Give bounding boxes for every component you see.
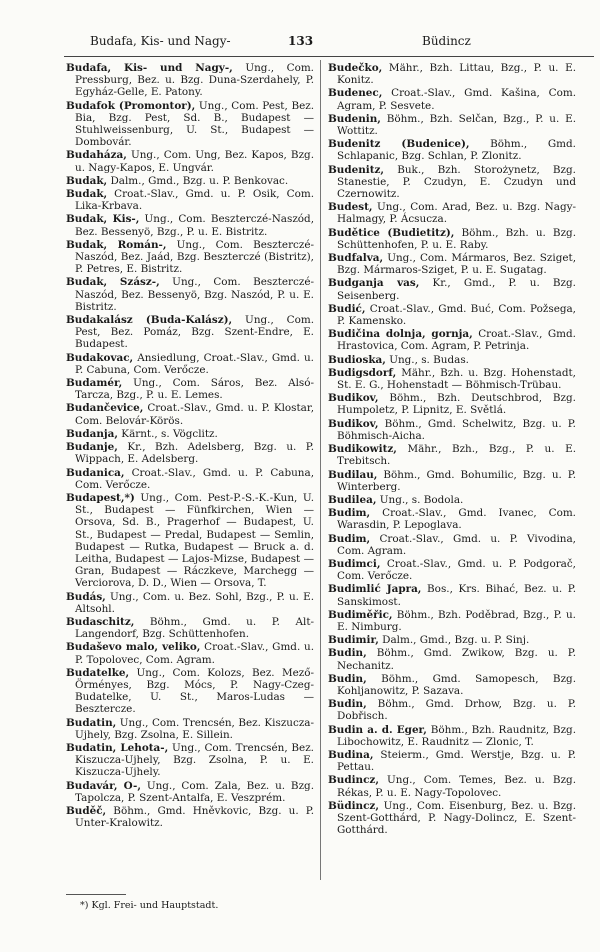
right-column (328, 62, 576, 837)
directory-entry (328, 138, 576, 162)
directory-entry (328, 443, 576, 467)
entry-headword: Budatin, (66, 716, 117, 729)
entry-headword: Budikov, (328, 417, 379, 430)
directory-entry (328, 583, 576, 607)
entry-headword: Budikov, (328, 392, 379, 405)
entry-headword: Budganja vas, (328, 277, 420, 290)
entry-headword: Budakalász (Buda-Kalász), (66, 314, 233, 327)
entry-details: Ung., Com. Zala, Bez. u. Bzg. Tapolcza, P. Szent-Antalfa, E. Veszprém. (75, 779, 314, 804)
entry-details: Steierm., Gmd. Werstje, Bzg. u. P. Pettau. (337, 748, 576, 774)
entry-headword: Budak, Kis-, (66, 213, 140, 226)
entry-details: Mähr., Bzh. u. Bzg. Hohenstadt, St. E. G., Hohenstadt — Böhmisch-Trübau. (337, 366, 576, 392)
entry-details: Ung., Com. Beszterczé-Naszód, Bez. Bessenyö, Bzg., P. u. E. Bistritz. (75, 213, 314, 238)
entry-details: Mähr., Bzh., Bzg., P. u. E. Trebitsch. (337, 443, 576, 468)
entry-headword: Budić, (328, 302, 366, 315)
entry-headword: Budikowitz, (328, 443, 397, 456)
entry-details: Ung., Com. Pressburg, Bez. u. Bzg. Duna-Szerdahely, P. Egyház-Gelle, E. Patony. (75, 62, 314, 99)
entry-details: Croat.-Slav., Gmd. Hrastovica, Com. Agram, P. Petrinja. (337, 328, 576, 353)
entry-details: Ung., Com. Ung, Bez. Kapos, Bzg. u. Nagy-Kapos, E. Ungvár. (75, 149, 314, 174)
directory-entry (66, 441, 314, 465)
entry-details: Buk., Bzh. Storożynetz, Bzg. Stanestie, P. Czudyn, E. Czudyn und Czernowitz. (337, 163, 576, 201)
running-header (70, 34, 570, 52)
directory-entry (328, 533, 576, 557)
entry-details: Böhm., Gmd. Bohumilic, Bzg. u. P. Winterberg. (337, 468, 576, 493)
entry-headword: Budatin, Lehota-, (66, 741, 169, 754)
entry-headword: Budak, (66, 174, 108, 187)
left-column (66, 62, 314, 830)
entry-headword: Budenec, (328, 87, 383, 100)
entry-details: Ung., Com. Arad, Bez. u. Bzg. Nagy-Halmagy, P. Ácsucza. (337, 201, 576, 226)
entry-headword: Budfalva, (328, 252, 384, 265)
entry-details: Croat.-Slav., Gmd. u. P. Podgorač, Com. Verőcze. (337, 557, 576, 583)
directory-entry (66, 149, 314, 173)
directory-entry (328, 62, 576, 86)
entry-headword: Budanica, (66, 466, 125, 479)
entry-headword: Budás, (66, 590, 106, 603)
entry-headword: Budenitz (Budenice), (328, 138, 470, 151)
directory-entry (66, 492, 314, 590)
entry-headword: Budaháza, (66, 149, 127, 162)
entry-headword: Budatelke, (66, 666, 130, 679)
directory-entry (66, 616, 314, 640)
entry-headword: Budimci, (328, 557, 381, 570)
entry-details: Bos., Krs. Bihać, Bez. u. P. Sanskimost. (337, 583, 576, 608)
entry-headword: Budiměřic, (328, 608, 393, 621)
entry-details: Böhm., Gmd. Hněvkovic, Bzg. u. P. Unter-Kralowitz. (75, 804, 314, 830)
entry-headword: Büdincz, (328, 799, 379, 812)
directory-entry (66, 742, 314, 779)
entry-details: Kr., Gmd., P. u. Bzg. Seisenberg. (337, 277, 576, 302)
directory-entry (328, 277, 576, 301)
directory-entry (328, 164, 576, 201)
directory-entry (66, 239, 314, 276)
entry-details: Böhm., Bzh. Raudnitz, Bzg. Libochowitz, E. Raudnitz — Zlonic, T. (337, 723, 576, 748)
entry-headword: Budincz, (328, 774, 379, 787)
directory-entry (328, 367, 576, 391)
entry-details: Ung., Com. Eisenburg, Bez. u. Bzg. Szent-Gotthárd, P. Nagy-Dolincz, E. Szent-Gotthárd. (337, 799, 576, 837)
entry-headword: Budečko, (328, 62, 383, 74)
entry-details: Ung., Com. Mármaros, Bez. Sziget, Bzg. Mármaros-Sziget, P. u. E. Sugatag. (337, 252, 576, 277)
entry-details: Mähr., Bzh. Littau, Bzg., P. u. E. Konitz. (337, 62, 576, 87)
directory-entry (328, 724, 576, 748)
entry-headword: Budenitz, (328, 163, 385, 176)
directory-entry (66, 428, 314, 440)
directory-entry (328, 609, 576, 633)
entry-headword: Budak, Román-, (66, 238, 167, 251)
entry-details: Böhm., Gmd. Samopesch, Bzg. Kohljanowitz, P. Sazava. (337, 672, 576, 697)
directory-entry (66, 805, 314, 829)
directory-entry (328, 494, 576, 506)
entry-headword: Budim, (328, 507, 371, 520)
entry-headword: Budičina dolnja, gornja, (328, 328, 473, 341)
entry-headword: Budilea, (328, 493, 377, 506)
entry-details: Croat.-Slav., Gmd. u. P. Cabuna, Com. Verőcze. (75, 466, 314, 491)
directory-entry (66, 213, 314, 237)
directory-entry (66, 377, 314, 401)
entry-details: Ung., s. Budas. (385, 353, 469, 366)
entry-details: Ung., Com. Sáros, Bez. Alsó-Tarcza, Bzg., P. u. E. Lemes. (75, 377, 314, 402)
entry-headword: Budin, (328, 647, 367, 660)
directory-entry (66, 667, 314, 716)
entry-details: Croat.-Slav., Gmd. u. P. Vivodina, Com. Agram. (337, 532, 576, 557)
directory-entry (328, 87, 576, 111)
entry-details: Ung., Com. u. Bez. Sohl, Bzg., P. u. E. Altsohl. (75, 590, 314, 615)
entry-details: Kr., Bzh. Adelsberg, Bzg. u. P. Wippach, E. Adelsberg. (75, 441, 314, 466)
entry-details: Croat.-Slav., Gmd. Kašina, Com. Agram, P. Sesvete. (337, 87, 576, 112)
directory-entry (328, 227, 576, 251)
entry-details: Kärnt., s. Vögclitz. (118, 427, 218, 440)
directory-entry (328, 647, 576, 671)
directory-entry (328, 354, 576, 366)
page-number: 133 (288, 34, 314, 48)
entry-details: Ung., Com. Beszterczé-Naszód, Bez. Bessenyö, Bzg. Naszód, P. u. E. Bistritz. (75, 276, 314, 313)
directory-entry (66, 188, 314, 212)
entry-headword: Budanja, (66, 427, 118, 440)
entry-details: Ung., Com. Pest-P.-S.-K.-Kun, U. St., Budapest — Fünfkirchen, Wien — Orsova, Sd. B., Pragerhof — Budapest, U. St., Budapest — Predal, Budapest — Semlin, Budapest — Rutka, Budapest — Bruck a. d. Leitha, Budapest — Lajos-Mizse, Budapest — Gran, Budapest — Ráczkeve, Marchegg — Verciorova, D. D., Wien — Orsova, T. (75, 491, 314, 590)
entry-headword: Budenin, (328, 112, 381, 125)
header-first-entry: Budafa, Kis- und Nagy- (90, 34, 231, 48)
directory-entry (328, 558, 576, 582)
directory-entry (328, 749, 576, 773)
entry-headword: Budimir, (328, 634, 379, 647)
entry-headword: Budak, (66, 188, 108, 201)
directory-entry (66, 352, 314, 376)
entry-headword: Budaschitz, (66, 615, 135, 628)
entry-details: Ung., Com. Kolozs, Bez. Mező-Örményes, Bzg. Mócs, P. Nagy-Czeg-Budatelke, U. St., Maros-Ludas — Besztercze. (75, 666, 314, 716)
entry-headword: Budětice (Budietitz), (328, 226, 455, 239)
directory-entry (66, 717, 314, 741)
directory-entry (328, 673, 576, 697)
entry-headword: Budilau, (328, 468, 378, 481)
entry-details: Croat.-Slav., Gmd. u. P. Osik, Com. Lika-Krbava. (75, 188, 314, 213)
entry-headword: Budanje, (66, 441, 118, 454)
directory-entry (66, 314, 314, 351)
entry-details: Ung., Com. Trencsén, Bez. Kiszucza-Ujhely, Bzg. Zsolna, E. Sillein. (75, 716, 314, 741)
directory-entry (66, 591, 314, 615)
entry-details: Ung., Com. Trencsén, Bez. Kiszucza-Ujhely, Bzg. Zsolna, P. u. E. Kiszucza-Ujhely. (75, 741, 314, 779)
footnote-rule (66, 894, 126, 895)
directory-entry (66, 62, 314, 99)
directory-entry (328, 507, 576, 531)
entry-headword: Budančevice, (66, 402, 144, 415)
entry-details: Böhm., Bzh. Poděbrad, Bzg., P. u. E. Nimburg. (337, 608, 576, 633)
entry-details: Ung., s. Bodola. (376, 493, 464, 506)
entry-details: Ung., Com. Temes, Bez. u. Bzg. Rékas, P. u. E. Nagy-Topolovec. (337, 774, 576, 799)
entry-details: Böhm., Bzh. Deutschbrod, Bzg. Humpoletz, P. Lipnitz, E. Světlá. (337, 392, 576, 417)
entry-headword: Budin a. d. Eger, (328, 723, 427, 736)
entry-details: Ansiedlung, Croat.-Slav., Gmd. u. P. Cabuna, Com. Verőcze. (75, 351, 314, 376)
entry-details: Böhm., Gmd. Schlapanic, Bzg. Schlan, P. Zlonitz. (337, 138, 576, 163)
entry-headword: Budin, (328, 698, 367, 711)
directory-entry (328, 800, 576, 837)
entry-details: Dalm., Gmd., Bzg. u. P. Benkovac. (107, 174, 289, 187)
entry-headword: Budamér, (66, 377, 123, 390)
entry-details: Croat.-Slav., Gmd. Buć, Com. Požsega, P. Kamensko. (337, 302, 576, 328)
entry-headword: Budafa, Kis- und Nagy-, (66, 62, 233, 74)
directory-entry (328, 469, 576, 493)
entry-details: Croat.-Slav., Gmd. u. P. Topolovec, Com. Agram. (75, 641, 314, 666)
entry-details: Böhm., Gmd. Schelwitz, Bzg. u. P. Böhmisch-Aicha. (337, 417, 576, 442)
entry-details: Ung., Com. Beszterczé-Naszód, Bez. Jaád, Bzg. Beszterczé (Bistritz), P. Petres, E. Bistritz. (75, 238, 314, 276)
entry-details: Croat.-Slav., Gmd. u. P. Klostar, Com. Belovár-Körös. (75, 402, 314, 427)
entry-details: Ung., Com. Pest, Bez. Bia, Bzg. Pest, Sd. B., Budapest — Stuhlweissenburg, U. St., Budapest — Dombovár. (75, 99, 315, 149)
directory-entry (328, 252, 576, 276)
entry-headword: Budina, (328, 748, 374, 761)
entry-details: Böhm., Bzh. u. Bzg. Schüttenhofen, P. u. E. Raby. (337, 226, 576, 251)
entry-headword: Budaševo malo, veliko, (66, 641, 201, 654)
directory-entry (328, 392, 576, 416)
entry-headword: Buděč, (66, 804, 107, 817)
directory-entry (328, 698, 576, 722)
header-rule (64, 56, 594, 57)
entry-headword: Budakovac, (66, 351, 134, 364)
directory-entry (66, 641, 314, 665)
entry-headword: Budin, (328, 672, 367, 685)
entry-details: Böhm., Bzh. Selčan, Bzg., P. u. E. Wottitz. (337, 112, 576, 138)
entry-headword: Budafok (Promontor), (66, 99, 196, 112)
directory-entry (328, 634, 576, 646)
entry-headword: Budavár, O-, (66, 779, 141, 792)
entry-headword: Budim, (328, 532, 371, 545)
entry-headword: Budigsdorf, (328, 366, 397, 379)
entry-details: Ung., Com. Pest, Bez. Pomáz, Bzg. Szent-Endre, E. Budapest. (75, 314, 314, 351)
directory-entry (66, 175, 314, 187)
header-last-entry: Büdincz (422, 34, 471, 48)
directory-entry (328, 418, 576, 442)
directory-entry (66, 276, 314, 313)
entry-headword: Budak, Szász-, (66, 276, 160, 289)
entry-details: Croat.-Slav., Gmd. Ivanec, Com. Warasdin, P. Lepoglava. (337, 507, 576, 532)
directory-entry (328, 201, 576, 225)
directory-entry (66, 402, 314, 426)
directory-entry (328, 774, 576, 798)
column-divider (320, 60, 321, 880)
directory-entry (66, 780, 314, 804)
directory-entry (328, 303, 576, 327)
directory-entry (66, 467, 314, 491)
entry-details: Böhm., Gmd. u. P. Alt-Langendorf, Bzg. Schüttenhofen. (75, 615, 314, 641)
entry-details: Böhm., Gmd. Drhow, Bzg. u. P. Dobřisch. (337, 698, 576, 723)
entry-headword: Budest, (328, 201, 373, 214)
entry-headword: Budapest,*) (66, 491, 135, 504)
footnote: *) Kgl. Frei- und Hauptstadt. (80, 900, 219, 911)
entry-details: Dalm., Gmd., Bzg. u. P. Sinj. (378, 634, 530, 647)
directory-entry (328, 328, 576, 352)
directory-entry (328, 113, 576, 137)
entry-headword: Budioska, (328, 353, 386, 366)
directory-entry (66, 100, 314, 149)
entry-headword: Budimlić Japra, (328, 583, 422, 596)
entry-details: Böhm., Gmd. Zwikow, Bzg. u. P. Nechanitz. (337, 647, 576, 672)
